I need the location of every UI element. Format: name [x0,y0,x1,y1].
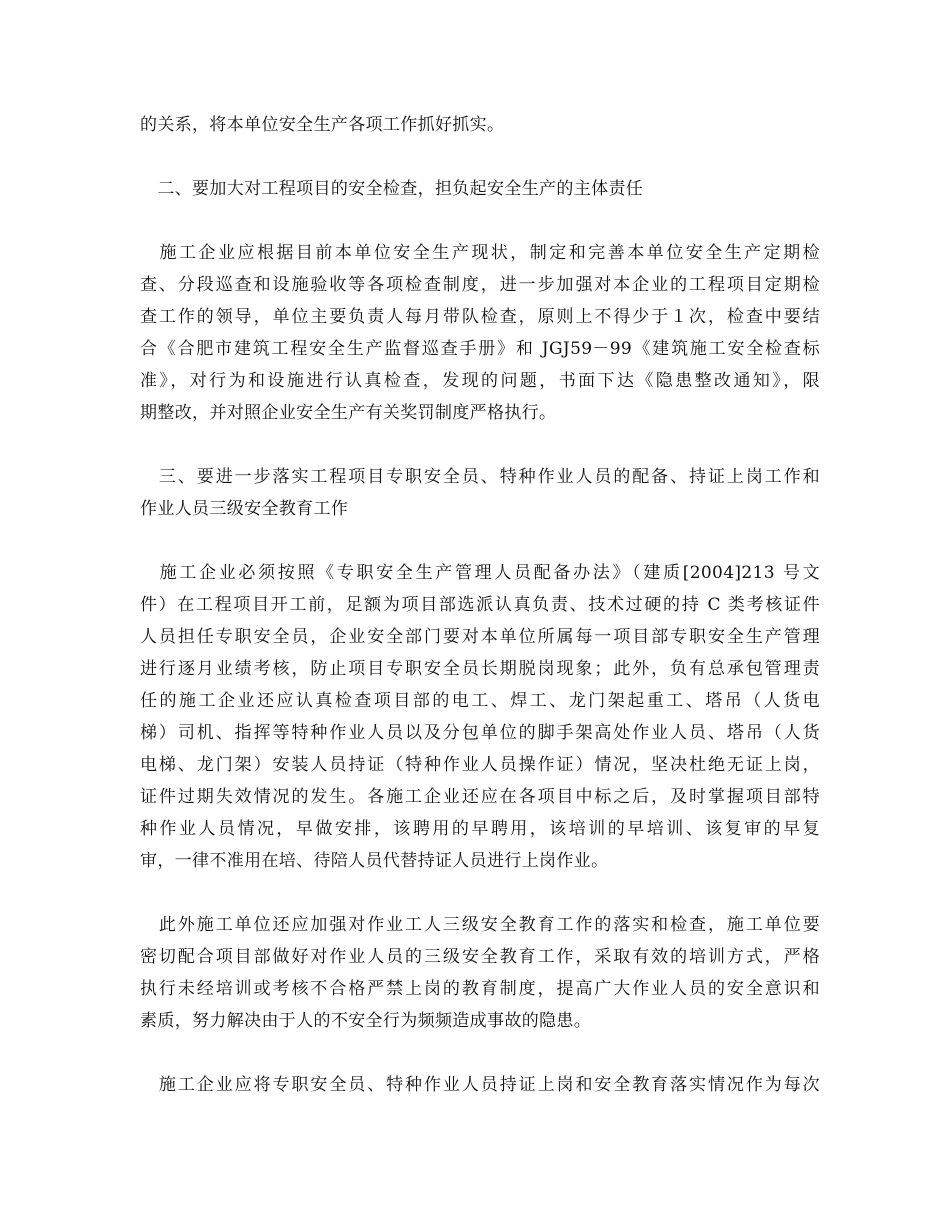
text-line: 素质，努力解决由于人的不安全行为频频造成事故的隐患。 [140,1011,592,1031]
text-line: 任的施工企业还应认真检查项目部的电工、焊工、龙门架起重工、塔吊（人货电 [140,691,820,711]
text-line: 此外施工单位还应加强对作业工人三级安全教育工作的落实和检查，施工单位要 [140,915,820,935]
section-heading: 二、要加大对工程项目的安全检查，担负起安全生产的主体责任 [140,179,644,199]
section-heading: 作业人员三级安全教育工作 [140,499,349,519]
text-line: 执行未经培训或考核不合格严禁上岗的教育制度，提高广大作业人员的安全意识和 [140,979,820,999]
text-line: 梯）司机、指挥等特种作业人员以及分包单位的脚手架高处作业人员、塔吊（人货 [140,723,820,743]
text-line: 人员担任专职安全员，企业安全部门要对本单位所属每一项目部专职安全生产管理 [140,627,820,647]
text-line: 审，一律不准用在培、待陪人员代替持证人员进行上岗作业。 [140,851,609,871]
text-line: 证件过期失效情况的发生。各施工企业还应在各项目中标之后，及时掌握项目部特 [140,787,820,807]
text-line: 查工作的领导，单位主要负责人每月带队检查，原则上不得少于１次，检查中要结 [140,307,820,327]
text-line: 密切配合项目部做好对作业人员的三级安全教育工作，采取有效的培训方式，严格 [140,947,820,967]
text-line: 的关系，将本单位安全生产各项工作抓好抓实。 [140,115,505,135]
section-heading: 三、要进一步落实工程项目专职安全员、特种作业人员的配备、持证上岗工作和 [140,467,820,487]
text-line: 期整改，并对照企业安全生产有关奖罚制度严格执行。 [140,403,557,423]
text-line: 合《合肥市建筑工程安全生产监督巡查手册》和 JGJ59－99《建筑施工安全检查标 [140,339,820,359]
text-line: 施工企业必须按照《专职安全生产管理人员配备办法》（建质[2004]213 号文 [140,563,820,583]
text-line: 件）在工程项目开工前，足额为项目部选派认真负责、技术过硬的持 C 类考核证件 [140,595,820,615]
text-line: 准》，对行为和设施进行认真检查，发现的问题，书面下达《隐患整改通知》，限 [140,371,820,391]
text-line: 进行逐月业绩考核，防止项目专职安全员长期脱岗现象；此外，负有总承包管理责 [140,659,820,679]
text-line: 施工企业应将专职安全员、特种作业人员持证上岗和安全教育落实情况作为每次 [140,1075,820,1095]
text-line: 查、分段巡查和设施验收等各项检查制度，进一步加强对本企业的工程项目定期检 [140,275,820,295]
text-line: 种作业人员情况，早做安排，该聘用的早聘用，该培训的早培训、该复审的早复 [140,819,820,839]
text-line: 电梯、龙门架）安装人员持证（特种作业人员操作证）情况，坚决杜绝无证上岗， [140,755,820,775]
text-line: 施工企业应根据目前本单位安全生产现状，制定和完善本单位安全生产定期检 [140,243,820,263]
